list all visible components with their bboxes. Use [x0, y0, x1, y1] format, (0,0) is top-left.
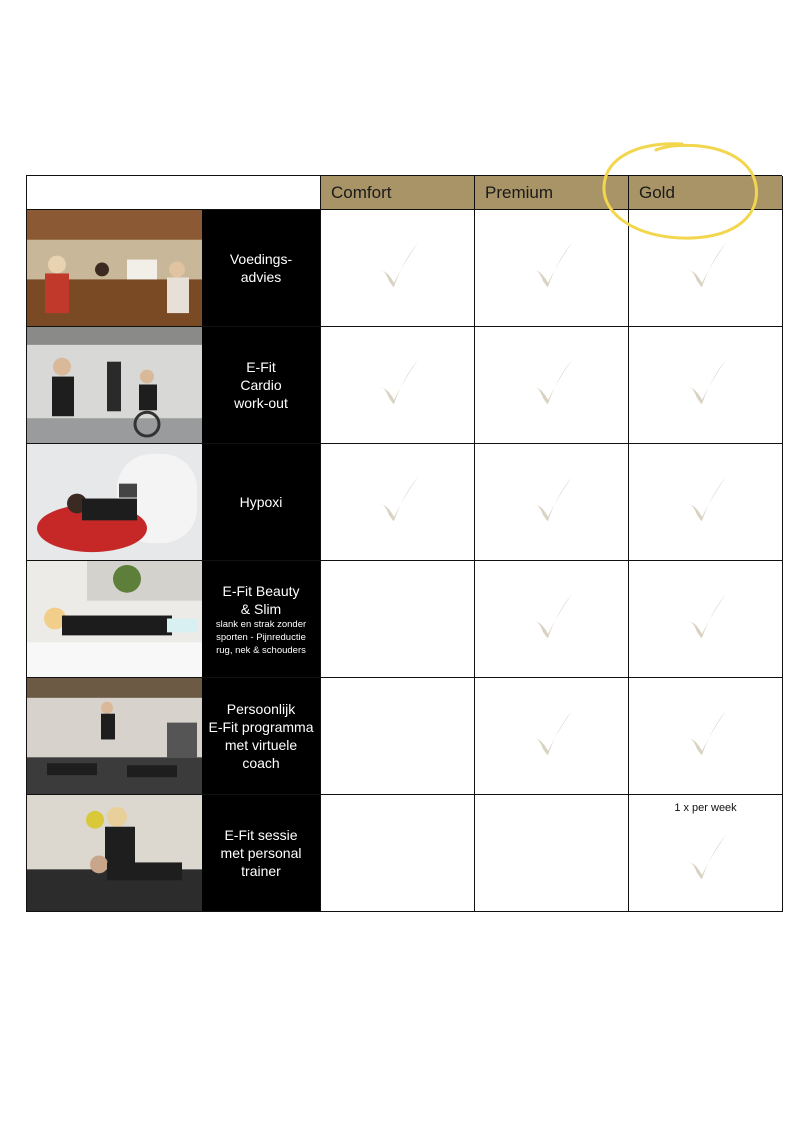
row-label-line: advies	[240, 269, 282, 285]
checkmark-icon	[684, 241, 728, 291]
row-label-line: Cardio	[240, 377, 282, 393]
feature-cell	[321, 561, 475, 678]
checkmark-icon	[684, 709, 728, 764]
row-label	[202, 795, 321, 912]
row-label-line: work-out	[234, 395, 288, 411]
checkmark-icon	[684, 592, 728, 647]
row-label-line: Hypoxi	[239, 494, 283, 510]
checkmark-icon	[376, 241, 420, 296]
column-header-comfort: Comfort	[321, 176, 475, 210]
feature-cell	[475, 795, 629, 912]
checkmark-icon	[684, 358, 728, 413]
row-label-line: met personal	[220, 845, 302, 861]
checkmark-icon	[530, 709, 574, 764]
checkmark-icon	[684, 592, 728, 642]
meeting-room-photo	[27, 210, 202, 327]
row-label-line: Persoonlijk	[226, 701, 296, 717]
feature-cell	[629, 327, 783, 444]
row-label	[202, 327, 321, 444]
checkmark-icon	[376, 358, 420, 408]
feature-cell	[629, 561, 783, 678]
checkmark-icon	[684, 475, 728, 525]
row-label-line: E-Fit Beauty	[222, 582, 300, 599]
row-label-detail: sporten - Pijnreductie	[216, 631, 306, 643]
checkmark-icon	[530, 592, 574, 642]
gym-bike-photo	[27, 327, 202, 444]
checkmark-icon	[684, 833, 728, 888]
column-header-premium: Premium	[475, 176, 629, 210]
row-label	[202, 561, 321, 678]
feature-cell	[629, 795, 783, 912]
frequency-note: 1 x per week	[674, 802, 737, 814]
row-label-line: & Slim	[240, 600, 282, 617]
hypoxi-machine-photo	[27, 444, 202, 561]
feature-cell	[475, 327, 629, 444]
feature-cell	[475, 678, 629, 795]
checkmark-icon	[684, 358, 728, 408]
checkmark-icon	[530, 475, 574, 530]
empty-header-cell	[27, 176, 321, 210]
gym-class-photo	[27, 678, 202, 795]
checkmark-icon	[684, 475, 728, 530]
row-label-line: Voedings-	[229, 251, 293, 267]
row-label-line: E-Fit sessie	[224, 827, 298, 843]
row-label	[202, 444, 321, 561]
checkmark-icon	[684, 241, 728, 296]
feature-cell	[321, 795, 475, 912]
checkmark-icon	[530, 241, 574, 291]
checkmark-icon	[530, 241, 574, 296]
row-label-line: met virtuele	[224, 737, 298, 753]
checkmark-icon	[376, 475, 420, 525]
row-label-line: E-Fit	[246, 359, 276, 375]
feature-cell	[475, 210, 629, 327]
checkmark-icon	[530, 475, 574, 525]
checkmark-icon	[530, 709, 574, 759]
checkmark-icon	[376, 475, 420, 530]
row-label-line: trainer	[241, 863, 281, 879]
row-label	[202, 678, 321, 795]
row-label-line: E-Fit programma	[208, 719, 314, 735]
feature-cell	[629, 678, 783, 795]
row-label-detail: rug, nek & schouders	[216, 644, 306, 656]
checkmark-icon	[530, 592, 574, 647]
feature-cell	[629, 444, 783, 561]
personal-trainer-photo	[27, 795, 202, 912]
beauty-treatment-photo	[27, 561, 202, 678]
checkmark-icon	[376, 241, 420, 291]
feature-cell	[321, 210, 475, 327]
feature-cell	[321, 444, 475, 561]
feature-cell	[629, 210, 783, 327]
feature-cell	[475, 561, 629, 678]
feature-cell	[321, 678, 475, 795]
checkmark-icon	[684, 709, 728, 759]
column-header-gold: Gold	[629, 176, 783, 210]
comparison-table	[26, 175, 782, 912]
feature-cell	[475, 444, 629, 561]
checkmark-icon	[376, 358, 420, 413]
row-label	[202, 210, 321, 327]
row-label-detail: slank en strak zonder	[215, 618, 307, 630]
checkmark-icon	[684, 833, 728, 883]
checkmark-icon	[530, 358, 574, 413]
row-label-line: coach	[242, 755, 280, 771]
feature-cell	[321, 327, 475, 444]
checkmark-icon	[530, 358, 574, 408]
